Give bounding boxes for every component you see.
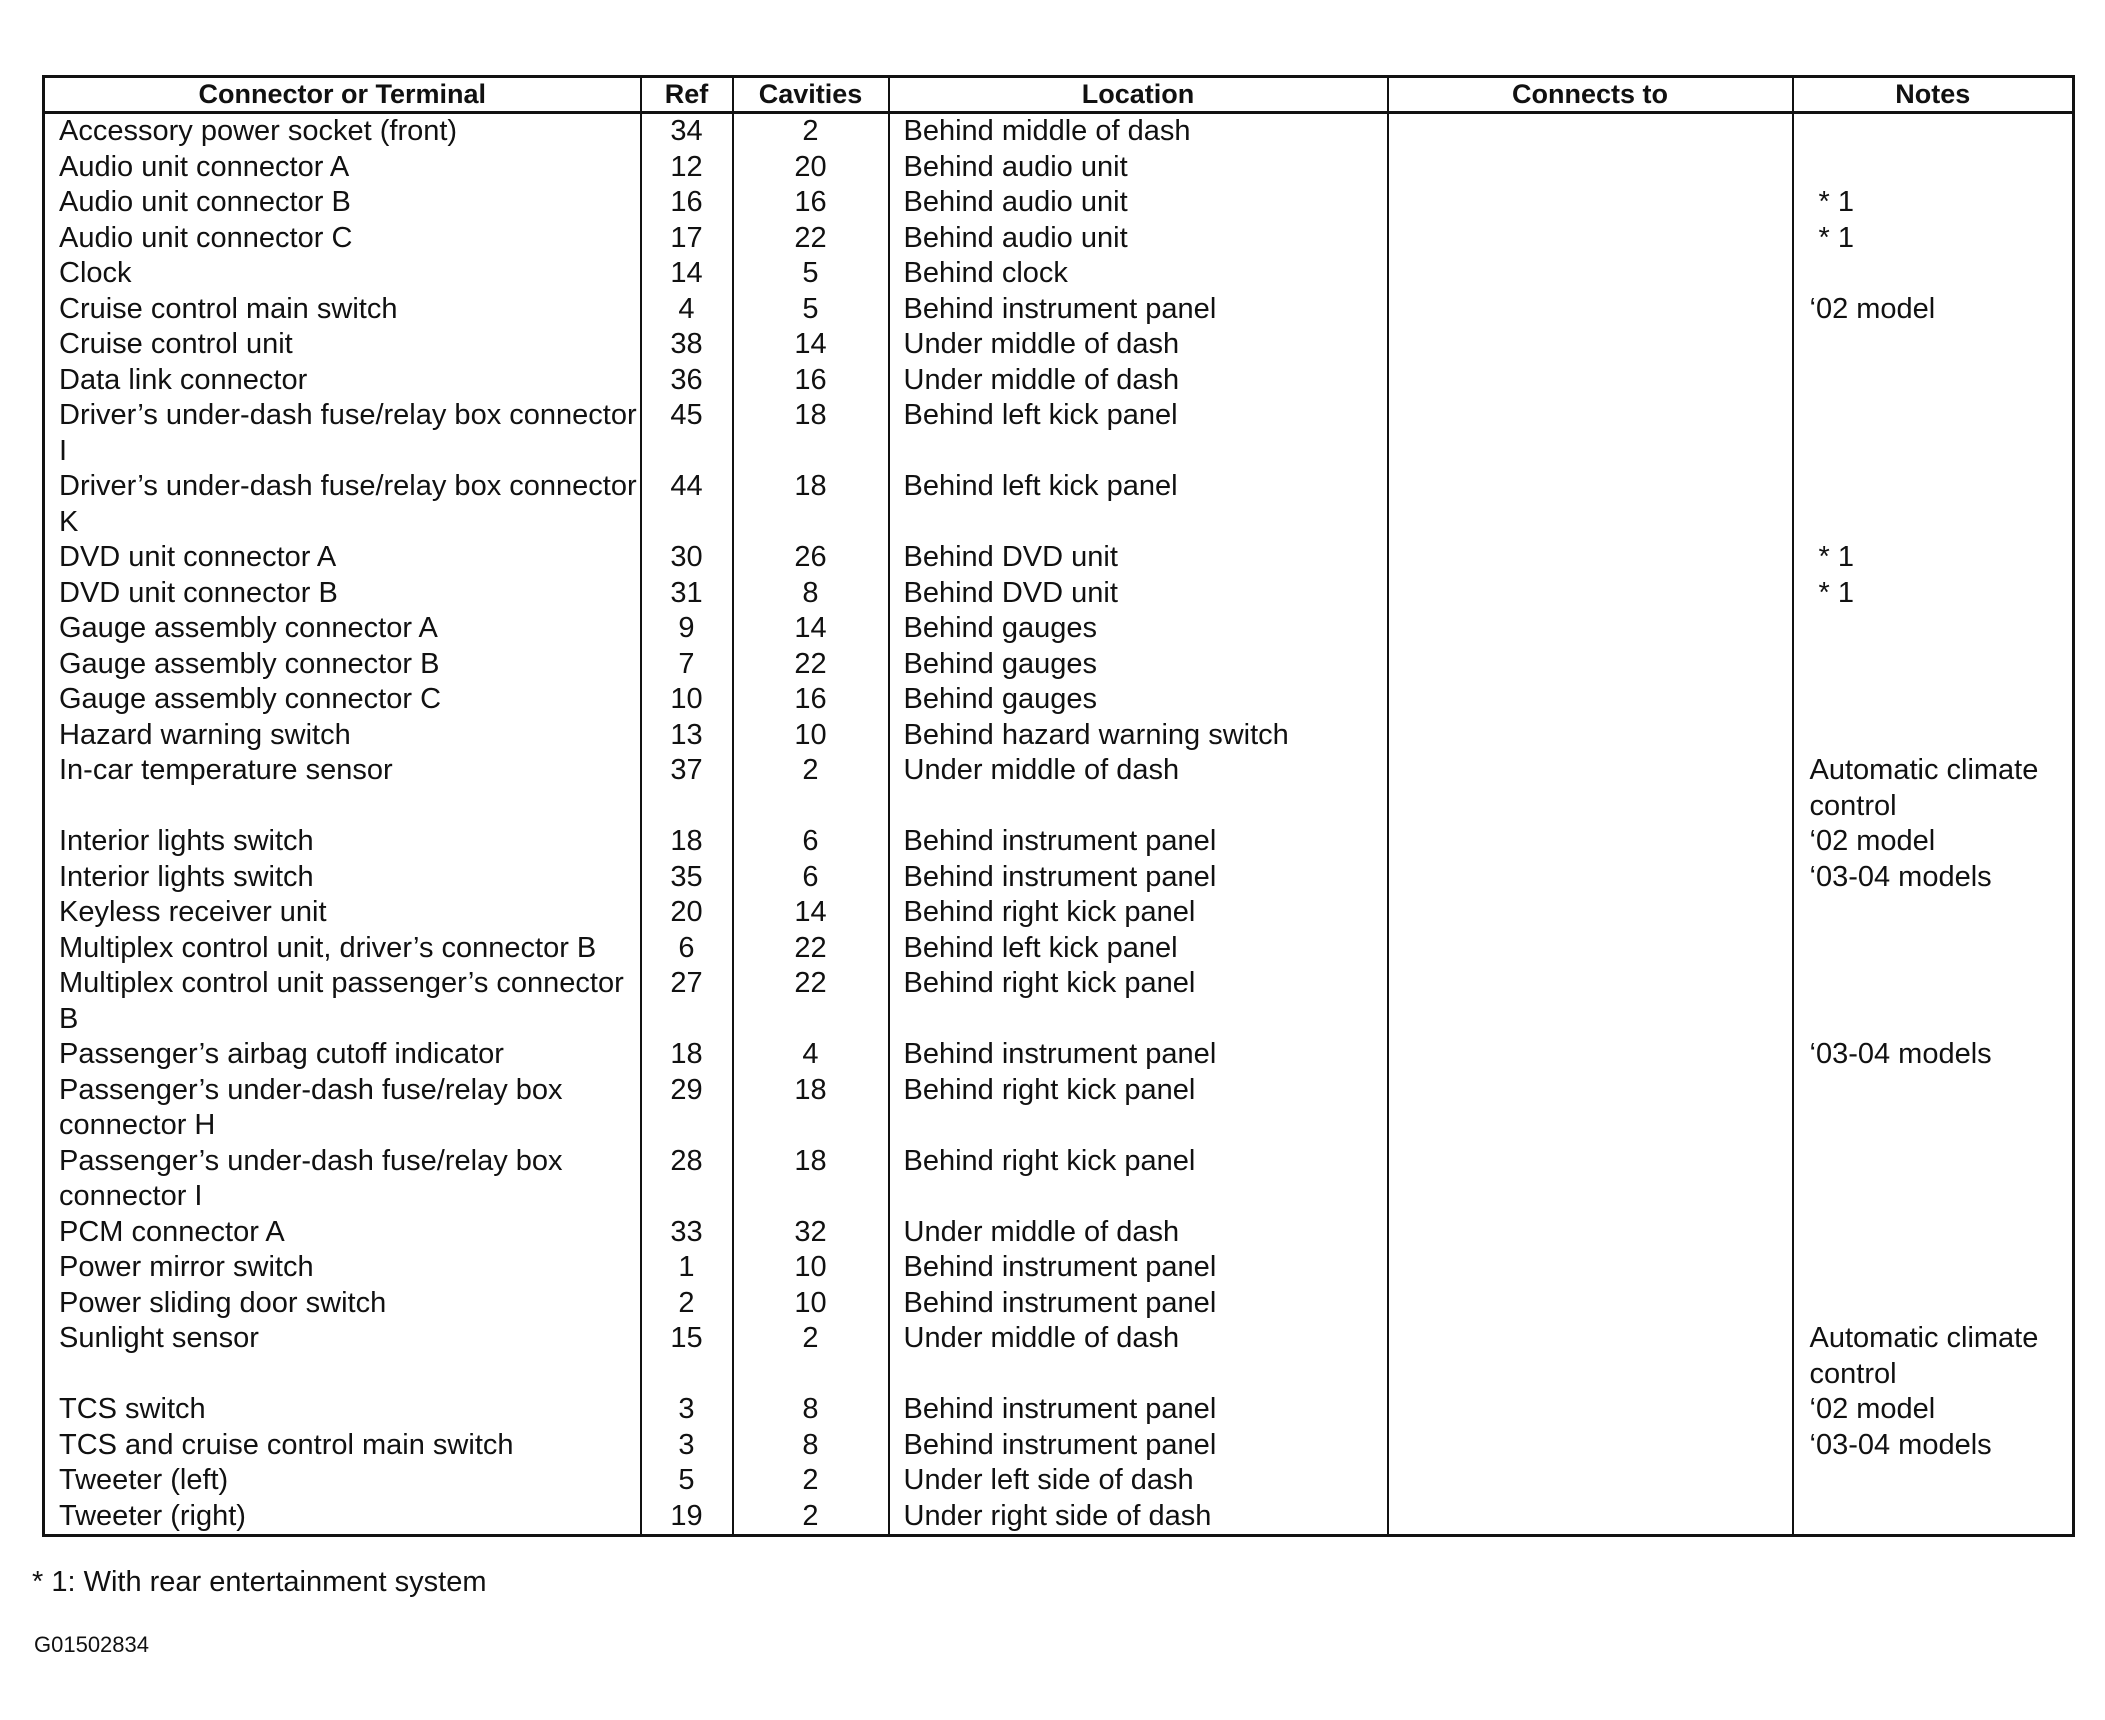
cell-notes: * 1 bbox=[1793, 185, 2074, 221]
cell-notes bbox=[1793, 256, 2074, 292]
cell-notes bbox=[1793, 1215, 2074, 1251]
cell-notes bbox=[1793, 113, 2074, 150]
figure-code: G01502834 bbox=[34, 1632, 149, 1657]
cell-cavities: 16 bbox=[733, 185, 889, 221]
cell-connector: Gauge assembly connector A bbox=[59, 612, 438, 644]
cell-notes: ‘03-04 models bbox=[1793, 860, 2074, 896]
connector-table bbox=[42, 75, 2075, 1537]
cell-ref: 29 bbox=[641, 1073, 733, 1144]
cell-location: Behind middle of dash bbox=[889, 113, 1388, 150]
cell-connector: Power mirror switch bbox=[59, 1251, 314, 1283]
cell-cavities: 26 bbox=[733, 540, 889, 576]
cell-ref: 4 bbox=[641, 292, 733, 328]
table-row bbox=[44, 895, 2074, 931]
cell-connector: DVD unit connector B bbox=[59, 576, 338, 609]
cell-ref: 44 bbox=[641, 469, 733, 540]
cell-connects-to bbox=[1388, 150, 1793, 186]
cell-location: Under right side of dash bbox=[889, 1499, 1388, 1536]
cell-connects-to bbox=[1388, 469, 1793, 540]
cell-connector: Multiplex control unit, driver’s connector B bbox=[59, 931, 597, 964]
cell-connects-to bbox=[1388, 327, 1793, 363]
cell-location: Behind gauges bbox=[889, 647, 1388, 683]
cell-connects-to bbox=[1388, 718, 1793, 754]
cell-connector: Tweeter (right) bbox=[59, 1499, 246, 1532]
table-row bbox=[44, 292, 2074, 328]
cell-connects-to bbox=[1388, 611, 1793, 647]
cell-ref: 45 bbox=[641, 398, 733, 469]
cell-location: Behind DVD unit bbox=[889, 540, 1388, 576]
cell-connects-to bbox=[1388, 1286, 1793, 1322]
cell-connects-to bbox=[1388, 256, 1793, 292]
cell-location: Behind instrument panel bbox=[889, 1286, 1388, 1322]
cell-notes bbox=[1793, 1286, 2074, 1322]
cell-ref: 30 bbox=[641, 540, 733, 576]
cell-location: Under middle of dash bbox=[889, 753, 1388, 824]
cell-location: Under middle of dash bbox=[889, 1215, 1388, 1251]
table-row bbox=[44, 966, 2074, 1037]
cell-notes bbox=[1793, 327, 2074, 363]
cell-cavities: 2 bbox=[733, 753, 889, 824]
cell-ref: 31 bbox=[641, 576, 733, 612]
cell-connector: Hazard warning switch bbox=[59, 718, 351, 751]
cell-cavities: 10 bbox=[733, 1250, 889, 1286]
cell-ref: 12 bbox=[641, 150, 733, 186]
cell-connector: TCS and cruise control main switch bbox=[59, 1428, 514, 1461]
cell-ref: 1 bbox=[641, 1250, 733, 1286]
cell-ref: 14 bbox=[641, 256, 733, 292]
cell-cavities: 2 bbox=[733, 113, 889, 150]
cell-connector: Driver’s under-dash fuse/relay box connector K bbox=[59, 470, 637, 538]
header-ref: Ref bbox=[641, 77, 733, 113]
cell-ref: 5 bbox=[641, 1463, 733, 1499]
cell-connects-to bbox=[1388, 221, 1793, 257]
cell-connector: In-car temperature sensor bbox=[59, 754, 393, 786]
cell-notes bbox=[1793, 647, 2074, 683]
cell-location: Behind instrument panel bbox=[889, 1037, 1388, 1073]
cell-cavities: 8 bbox=[733, 576, 889, 612]
cell-cavities: 5 bbox=[733, 292, 889, 328]
cell-cavities: 6 bbox=[733, 860, 889, 896]
cell-cavities: 18 bbox=[733, 1144, 889, 1215]
table-row bbox=[44, 1392, 2074, 1428]
cell-ref: 15 bbox=[641, 1321, 733, 1392]
cell-connector: Audio unit connector A bbox=[59, 150, 350, 183]
cell-cavities: 20 bbox=[733, 150, 889, 186]
table-row bbox=[44, 469, 2074, 540]
table-row bbox=[44, 1499, 2074, 1536]
table-row bbox=[44, 718, 2074, 754]
cell-ref: 7 bbox=[641, 647, 733, 683]
cell-connector: Multiplex control unit passenger’s connector B bbox=[59, 967, 624, 1035]
table-row bbox=[44, 1144, 2074, 1215]
cell-notes bbox=[1793, 1499, 2074, 1536]
cell-connector: DVD unit connector A bbox=[59, 541, 337, 573]
cell-notes bbox=[1793, 1144, 2074, 1215]
cell-location: Behind audio unit bbox=[889, 150, 1388, 186]
cell-connects-to bbox=[1388, 895, 1793, 931]
header-connector: Connector or Terminal bbox=[44, 77, 641, 113]
cell-ref: 33 bbox=[641, 1215, 733, 1251]
table-row bbox=[44, 824, 2074, 860]
cell-connector: Passenger’s airbag cutoff indicator bbox=[59, 1038, 504, 1070]
cell-location: Behind instrument panel bbox=[889, 292, 1388, 328]
cell-connector: Interior lights switch bbox=[59, 825, 314, 857]
cell-connector: Gauge assembly connector B bbox=[59, 647, 440, 680]
cell-location: Behind right kick panel bbox=[889, 895, 1388, 931]
cell-ref: 19 bbox=[641, 1499, 733, 1536]
header-location: Location bbox=[889, 77, 1388, 113]
cell-connector: Passenger’s under-dash fuse/relay box connector H bbox=[59, 1073, 563, 1141]
cell-connects-to bbox=[1388, 398, 1793, 469]
cell-connects-to bbox=[1388, 1463, 1793, 1499]
header-row bbox=[44, 77, 2074, 113]
cell-notes bbox=[1793, 150, 2074, 186]
cell-notes: * 1 bbox=[1793, 540, 2074, 576]
cell-cavities: 2 bbox=[733, 1321, 889, 1392]
cell-connects-to bbox=[1388, 1499, 1793, 1536]
cell-connector: Passenger’s under-dash fuse/relay box connector I bbox=[59, 1144, 563, 1212]
cell-ref: 38 bbox=[641, 327, 733, 363]
cell-connects-to bbox=[1388, 931, 1793, 967]
cell-connects-to bbox=[1388, 1144, 1793, 1215]
cell-cavities: 22 bbox=[733, 931, 889, 967]
cell-cavities: 22 bbox=[733, 647, 889, 683]
cell-cavities: 4 bbox=[733, 1037, 889, 1073]
cell-notes bbox=[1793, 718, 2074, 754]
cell-connector: Audio unit connector C bbox=[59, 221, 353, 254]
cell-location: Behind left kick panel bbox=[889, 469, 1388, 540]
cell-cavities: 6 bbox=[733, 824, 889, 860]
cell-connects-to bbox=[1388, 113, 1793, 150]
cell-location: Behind left kick panel bbox=[889, 931, 1388, 967]
table-row bbox=[44, 256, 2074, 292]
cell-connector: Sunlight sensor bbox=[59, 1322, 259, 1354]
cell-notes bbox=[1793, 469, 2074, 540]
cell-cavities: 22 bbox=[733, 966, 889, 1037]
cell-notes bbox=[1793, 966, 2074, 1037]
cell-connects-to bbox=[1388, 966, 1793, 1037]
cell-connects-to bbox=[1388, 753, 1793, 824]
cell-ref: 37 bbox=[641, 753, 733, 824]
cell-location: Behind audio unit bbox=[889, 185, 1388, 221]
cell-connects-to bbox=[1388, 1321, 1793, 1392]
cell-connects-to bbox=[1388, 185, 1793, 221]
cell-connector: Gauge assembly connector C bbox=[59, 683, 442, 715]
cell-ref: 18 bbox=[641, 1037, 733, 1073]
cell-connects-to bbox=[1388, 1250, 1793, 1286]
cell-connects-to bbox=[1388, 1073, 1793, 1144]
cell-cavities: 22 bbox=[733, 221, 889, 257]
cell-ref: 3 bbox=[641, 1428, 733, 1464]
table-row bbox=[44, 1321, 2074, 1392]
cell-notes bbox=[1793, 1463, 2074, 1499]
cell-cavities: 2 bbox=[733, 1499, 889, 1536]
cell-notes: Automatic climate control bbox=[1793, 753, 2074, 824]
cell-connector: PCM connector A bbox=[59, 1215, 285, 1248]
cell-cavities: 18 bbox=[733, 398, 889, 469]
cell-connector: Cruise control main switch bbox=[59, 292, 398, 325]
table-row bbox=[44, 150, 2074, 186]
cell-cavities: 14 bbox=[733, 611, 889, 647]
cell-notes: ‘02 model bbox=[1793, 824, 2074, 860]
cell-location: Behind hazard warning switch bbox=[889, 718, 1388, 754]
table-row bbox=[44, 576, 2074, 612]
cell-notes bbox=[1793, 895, 2074, 931]
cell-cavities: 2 bbox=[733, 1463, 889, 1499]
cell-connects-to bbox=[1388, 1428, 1793, 1464]
cell-location: Under left side of dash bbox=[889, 1463, 1388, 1499]
cell-connects-to bbox=[1388, 363, 1793, 399]
cell-ref: 17 bbox=[641, 221, 733, 257]
cell-ref: 3 bbox=[641, 1392, 733, 1428]
cell-ref: 18 bbox=[641, 824, 733, 860]
cell-cavities: 8 bbox=[733, 1428, 889, 1464]
cell-ref: 28 bbox=[641, 1144, 733, 1215]
cell-connects-to bbox=[1388, 292, 1793, 328]
table-row bbox=[44, 327, 2074, 363]
cell-notes bbox=[1793, 398, 2074, 469]
cell-ref: 10 bbox=[641, 682, 733, 718]
cell-location: Behind audio unit bbox=[889, 221, 1388, 257]
cell-location: Under middle of dash bbox=[889, 1321, 1388, 1392]
cell-connects-to bbox=[1388, 1392, 1793, 1428]
cell-cavities: 32 bbox=[733, 1215, 889, 1251]
cell-location: Behind instrument panel bbox=[889, 1428, 1388, 1464]
cell-location: Behind left kick panel bbox=[889, 398, 1388, 469]
footnote: * 1: With rear entertainment system bbox=[32, 1566, 487, 1598]
cell-connects-to bbox=[1388, 540, 1793, 576]
cell-location: Behind instrument panel bbox=[889, 824, 1388, 860]
cell-cavities: 8 bbox=[733, 1392, 889, 1428]
cell-connects-to bbox=[1388, 647, 1793, 683]
cell-cavities: 5 bbox=[733, 256, 889, 292]
cell-cavities: 16 bbox=[733, 363, 889, 399]
table-row bbox=[44, 185, 2074, 221]
table-row bbox=[44, 1215, 2074, 1251]
cell-connects-to bbox=[1388, 1215, 1793, 1251]
cell-notes bbox=[1793, 1073, 2074, 1144]
table-row bbox=[44, 1428, 2074, 1464]
cell-ref: 13 bbox=[641, 718, 733, 754]
cell-notes bbox=[1793, 682, 2074, 718]
cell-notes: ‘02 model bbox=[1793, 292, 2074, 328]
cell-connects-to bbox=[1388, 1037, 1793, 1073]
connector-table-container bbox=[42, 75, 2072, 1537]
cell-location: Under middle of dash bbox=[889, 363, 1388, 399]
cell-connector: Power sliding door switch bbox=[59, 1286, 387, 1319]
cell-location: Behind clock bbox=[889, 256, 1388, 292]
cell-ref: 34 bbox=[641, 113, 733, 150]
cell-location: Behind instrument panel bbox=[889, 1250, 1388, 1286]
cell-notes: ‘03-04 models bbox=[1793, 1037, 2074, 1073]
table-row bbox=[44, 221, 2074, 257]
cell-notes bbox=[1793, 611, 2074, 647]
table-row bbox=[44, 682, 2074, 718]
cell-notes: ‘02 model bbox=[1793, 1392, 2074, 1428]
cell-connector: Audio unit connector B bbox=[59, 186, 351, 218]
cell-location: Under middle of dash bbox=[889, 327, 1388, 363]
cell-connects-to bbox=[1388, 860, 1793, 896]
cell-cavities: 18 bbox=[733, 1073, 889, 1144]
table-row bbox=[44, 1073, 2074, 1144]
cell-connector: Clock bbox=[59, 257, 132, 289]
cell-cavities: 10 bbox=[733, 1286, 889, 1322]
cell-connector: Driver’s under-dash fuse/relay box connector I bbox=[59, 399, 637, 467]
table-row bbox=[44, 611, 2074, 647]
cell-notes bbox=[1793, 363, 2074, 399]
table-row bbox=[44, 1037, 2074, 1073]
header-connects-to: Connects to bbox=[1388, 77, 1793, 113]
cell-connector: Keyless receiver unit bbox=[59, 896, 327, 928]
cell-connector: Cruise control unit bbox=[59, 328, 293, 360]
cell-notes bbox=[1793, 931, 2074, 967]
table-row bbox=[44, 398, 2074, 469]
cell-notes: ‘03-04 models bbox=[1793, 1428, 2074, 1464]
table-row bbox=[44, 113, 2074, 150]
table-row bbox=[44, 931, 2074, 967]
cell-connects-to bbox=[1388, 682, 1793, 718]
cell-location: Behind instrument panel bbox=[889, 1392, 1388, 1428]
cell-location: Behind DVD unit bbox=[889, 576, 1388, 612]
cell-location: Behind right kick panel bbox=[889, 1073, 1388, 1144]
cell-ref: 9 bbox=[641, 611, 733, 647]
table-row bbox=[44, 860, 2074, 896]
cell-ref: 36 bbox=[641, 363, 733, 399]
cell-location: Behind right kick panel bbox=[889, 966, 1388, 1037]
cell-cavities: 14 bbox=[733, 327, 889, 363]
cell-connector: Tweeter (left) bbox=[59, 1464, 229, 1496]
table-row bbox=[44, 647, 2074, 683]
cell-cavities: 14 bbox=[733, 895, 889, 931]
cell-connector: Data link connector bbox=[59, 363, 308, 396]
cell-cavities: 16 bbox=[733, 682, 889, 718]
cell-location: Behind right kick panel bbox=[889, 1144, 1388, 1215]
cell-connects-to bbox=[1388, 824, 1793, 860]
header-cavities: Cavities bbox=[733, 77, 889, 113]
table-row bbox=[44, 1463, 2074, 1499]
header-notes: Notes bbox=[1793, 77, 2074, 113]
cell-cavities: 10 bbox=[733, 718, 889, 754]
table-row bbox=[44, 1286, 2074, 1322]
cell-ref: 35 bbox=[641, 860, 733, 896]
cell-connector: TCS switch bbox=[59, 1393, 206, 1425]
cell-notes bbox=[1793, 1250, 2074, 1286]
cell-ref: 16 bbox=[641, 185, 733, 221]
cell-location: Behind gauges bbox=[889, 611, 1388, 647]
table-row bbox=[44, 363, 2074, 399]
cell-notes: Automatic climate control bbox=[1793, 1321, 2074, 1392]
table-row bbox=[44, 1250, 2074, 1286]
cell-connects-to bbox=[1388, 576, 1793, 612]
cell-notes: * 1 bbox=[1793, 576, 2074, 612]
cell-ref: 2 bbox=[641, 1286, 733, 1322]
cell-cavities: 18 bbox=[733, 469, 889, 540]
cell-ref: 20 bbox=[641, 895, 733, 931]
cell-notes: * 1 bbox=[1793, 221, 2074, 257]
cell-connector: Accessory power socket (front) bbox=[59, 115, 458, 147]
table-row bbox=[44, 753, 2074, 824]
cell-connector: Interior lights switch bbox=[59, 860, 314, 893]
cell-location: Behind instrument panel bbox=[889, 860, 1388, 896]
cell-ref: 27 bbox=[641, 966, 733, 1037]
cell-location: Behind gauges bbox=[889, 682, 1388, 718]
table-row bbox=[44, 540, 2074, 576]
cell-ref: 6 bbox=[641, 931, 733, 967]
